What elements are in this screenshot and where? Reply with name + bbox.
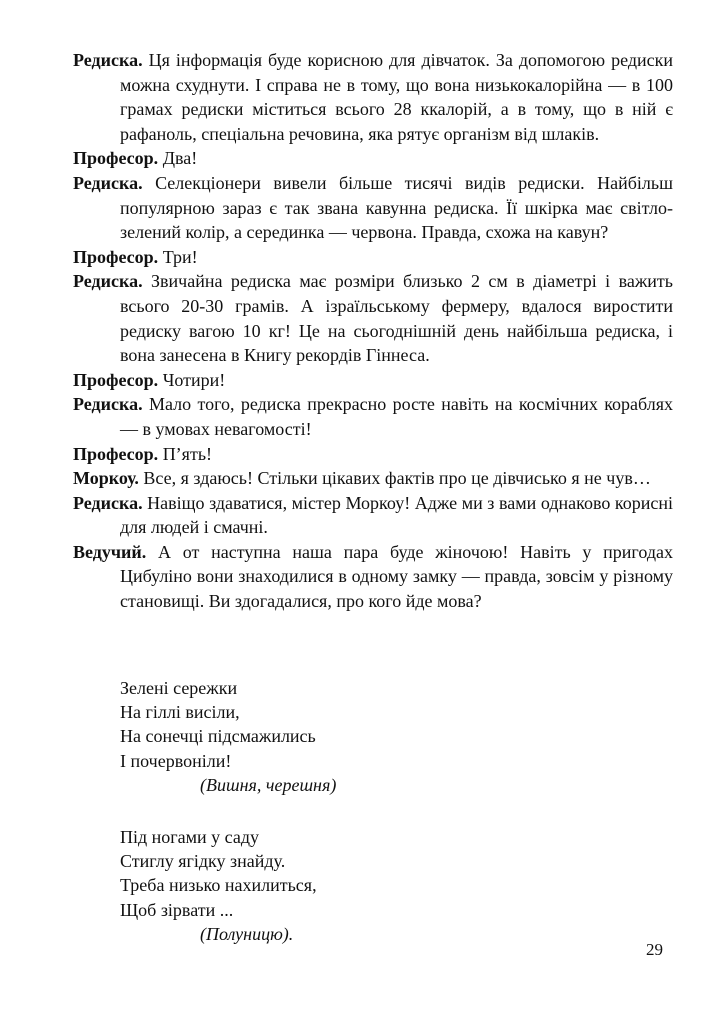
dialogue-text: Звичайна редиска має розміри близько 2 см в діаметрі і важить всього 20-30 грамів. А ізраїльському фермеру, вдалося виростити редиску вагою 10 кг! Це на сьогоднішній день найбільша редиска, і вона занесена в Книгу рекордів Гіннеса. — [120, 271, 673, 366]
speaker-name: Ведучий. — [73, 541, 147, 562]
riddle-answer: (Вишня, черешня) — [200, 774, 337, 795]
dialogue-entry — [73, 269, 673, 367]
dialogue-entry — [73, 540, 673, 614]
dialogue-entry — [73, 466, 673, 491]
dialogue-text: А от наступна наша пара буде жіночою! Навіть у пригодах Цибуліно вони знаходилися в одному замку — правда, зовсім у різному становищі. Ви здогадалися, про кого йде мова? — [120, 541, 673, 612]
dialogue-entry — [73, 171, 673, 245]
riddle-line: Треба низько нахилиться, — [120, 875, 317, 896]
dialogue-text: П’ять! — [158, 443, 213, 464]
dialogue-text: Три! — [158, 246, 198, 267]
riddle — [120, 676, 540, 797]
riddle-line: На гіллі висіли, — [120, 702, 240, 723]
dialogue-entry — [73, 392, 673, 441]
dialogue-text: Селекціонери вивели більше тисячі видів редиски. Найбільш популярною зараз є так звана кавунна редиска. Її шкірка має світло-зелений колір, а серединка — червона. Правда, схожа на кавун? — [120, 172, 673, 243]
dialogue-entry — [73, 146, 673, 171]
dialogue-text: Чотири! — [158, 369, 226, 390]
riddle-answer: (Полуницю). — [200, 923, 294, 944]
speaker-name: Моркоу. — [73, 468, 139, 489]
dialogue-text: Ця інформація буде корисною для дівчаток. За допомогою редиски можна схуднути. І справа не в тому, що вона низькокалорійна — в 100 грамах редиски міститься всього 28 ккалорій, а в тому, що в ній є рафаноль, спеціальна речовина, яка рятує організм від шлаків. — [120, 50, 673, 144]
speaker-name: Редиска. — [73, 50, 143, 70]
speaker-name: Професор. — [73, 443, 159, 464]
dialogue-entry — [73, 368, 673, 393]
dialogue-section — [73, 48, 673, 614]
riddle-line: Зелені сережки — [120, 678, 238, 698]
speaker-name: Професор. — [73, 246, 159, 267]
dialogue-entry — [73, 491, 673, 540]
riddle — [120, 825, 540, 946]
speaker-name: Професор. — [73, 148, 159, 169]
speaker-name: Редиска. — [73, 271, 143, 292]
dialogue-entry — [73, 442, 673, 467]
page-number: 29 — [646, 940, 663, 959]
speaker-name: Професор. — [73, 369, 159, 390]
dialogue-text: Навіщо здаватися, містер Моркоу! Адже ми з вами однаково корисні для людей і смачні. — [120, 492, 673, 538]
riddle-line: Стиглу ягідку знайду. — [120, 851, 286, 872]
riddles-section — [120, 676, 540, 946]
speaker-name: Редиска. — [73, 172, 143, 193]
speaker-name: Редиска. — [73, 394, 143, 415]
riddle-line: На сонечці підсмажились — [120, 726, 316, 747]
dialogue-text: Все, я здаюсь! Стільки цікавих фактів про це дівчисько я не чув… — [138, 468, 651, 489]
riddle-line: І почервоніли! — [120, 750, 232, 771]
riddle-line: Щоб зірвати ... — [120, 899, 234, 920]
dialogue-text: Мало того, редиска прекрасно росте навіть на космічних кораблях — в умовах невагомості! — [120, 394, 673, 439]
dialogue-entry — [73, 245, 673, 270]
dialogue-text: Два! — [158, 148, 198, 169]
dialogue-entry — [73, 48, 673, 146]
riddle-line: Під ногами у саду — [120, 827, 260, 848]
speaker-name: Редиска. — [73, 492, 143, 513]
